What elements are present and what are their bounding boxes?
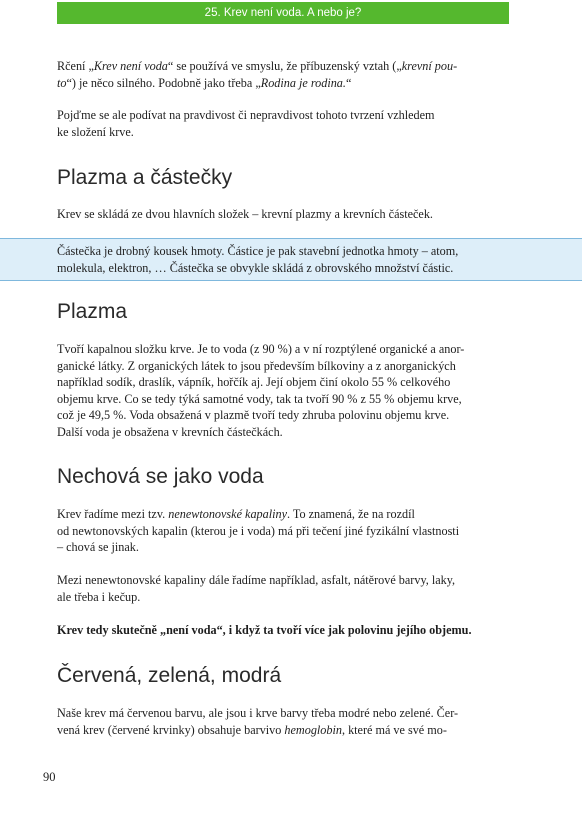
definition-note-text (57, 243, 508, 276)
text-run: Krev není voda (93, 59, 168, 73)
text-run: hemoglobin (284, 722, 342, 737)
section3-paragraph-1 (57, 506, 508, 556)
section-heading-plazma: Plazma (57, 300, 128, 323)
text-run: Krev se skládá ze dvou hlavních složek – krevní plazmy a krevních částeček. (57, 207, 433, 221)
text-run: Mezi nenewtonovské kapaliny dále řadíme například, asfalt, nátěrové barvy, laky, (57, 573, 456, 587)
text-run: Částečka je drobný kousek hmoty. Částice je pak stavební jednotka hmoty – atom, (57, 244, 459, 258)
section-heading-plazma-castecky: Plazma a částečky (57, 166, 233, 189)
text-run: ganické látky. Z organických látek to jsou především bílkoviny a z anorganických (57, 358, 456, 373)
section3-paragraph-2 (57, 572, 508, 605)
text-run: “ (345, 75, 352, 90)
text-run: Rčení „ (57, 59, 94, 73)
text-run: Rodina je rodina. (260, 75, 346, 90)
text-run: to (57, 75, 67, 90)
text-run: ale třeba i kečup. (57, 589, 141, 604)
text-run: objemu krve. Co se tedy týká samotné vody, tak ta tvoří 90 % z 55 % objemu krve, (57, 391, 462, 406)
definition-note-box (0, 238, 582, 281)
text-run: Krev tedy skutečně „není voda“, i když ta tvoří více jak polovinu jejího objemu. (57, 623, 472, 637)
section2-paragraph (57, 341, 508, 440)
text-run: molekula, elektron, … Částečka se obvykle skládá z obrovského množství částic. (57, 260, 454, 275)
text-run: Krev řadíme mezi tzv. (57, 507, 169, 521)
text-run: Další voda je obsažena v krevních částečkách. (57, 424, 283, 439)
text-run: . To znamená, že na rozdíl (287, 507, 415, 521)
section1-paragraph (57, 206, 508, 223)
text-run: “) je něco silného. Podobně jako třeba „ (66, 75, 261, 90)
text-run: od newtonovských kapalin (kterou je i voda) má při tečení jiné fyzikální vlastnosti (57, 523, 460, 538)
chapter-header (57, 2, 509, 24)
text-run: – chová se jinak. (57, 540, 139, 554)
text-run: Naše krev má červenou barvu, ale jsou i krve barvy třeba modré nebo zelené. Čer- (57, 706, 459, 720)
text-run: například sodík, draslík, vápník, hořčík aj. Její objem činí okolo 55 % celkového (57, 375, 451, 389)
text-run: krevní pou- (401, 59, 458, 73)
text-run: vená krev (červené krvinky) obsahuje barvivo (57, 722, 285, 737)
text-run: nenewtonovské kapaliny (168, 507, 288, 521)
text-run: “ se používá ve smyslu, že příbuzenský vztah („ (167, 59, 402, 73)
text-run: ke složení krve. (57, 124, 134, 139)
section4-paragraph (57, 705, 508, 738)
intro-paragraph-2 (57, 107, 508, 140)
text-run: Tvoří kapalnou složku krve. Je to voda (z 90 %) a v ní rozptýlené organické a anor- (57, 342, 465, 356)
intro-paragraph-1 (57, 58, 508, 91)
text-run: Pojďme se ale podívat na pravdivost či nepravdivost tohoto tvrzení vzhledem (57, 108, 435, 122)
text-run: , které má ve své mo- (341, 722, 447, 737)
section-heading-nechova-se: Nechová se jako voda (57, 465, 264, 488)
page-number: 90 (43, 770, 56, 784)
chapter-title: 25. Krev není voda. A nebo je? (204, 7, 362, 19)
section3-conclusion (57, 622, 508, 639)
section-heading-barvy: Červená, zelená, modrá (57, 664, 282, 687)
text-run: což je 49,5 %. Voda obsažená v plazmě tvoří tedy zhruba polovinu objemu krve. (57, 408, 450, 422)
